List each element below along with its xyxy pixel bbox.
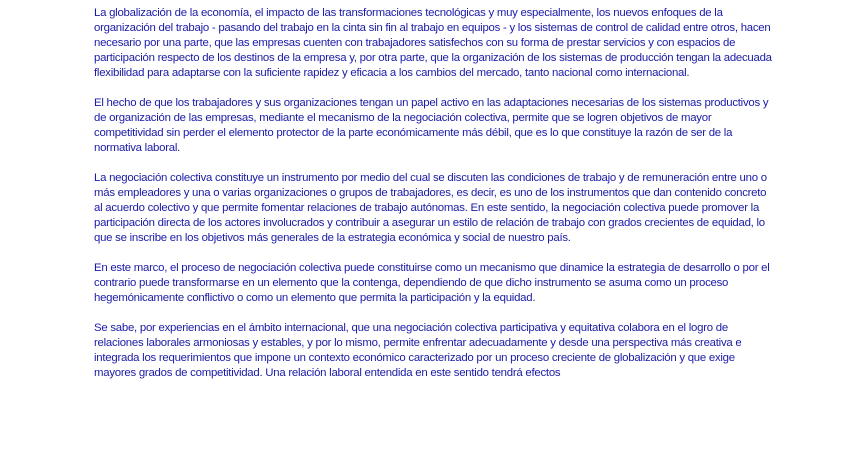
paragraph-negociacion-instrumento: La negociación colectiva constituye un instrumento por medio del cual se discuten las condiciones de trabajo y de remuneración entre uno o más empleadores y una o varias organizaciones o grupos de trabajadores, es decir, es uno de los instrumentos que dan contenido concreto al acuerdo colectivo y que permite fomentar relaciones de trabajo autónomas. En este sentido, la negociación colectiva puede promover la participación directa de los actores involucrados y contribuir a asegurar un estilo de relación de trabajo con grados crecientes de equidad, lo que se inscribe en los objetivos más generales de la estrategia económica y social de nuestro país. xyxy=(94,172,767,244)
paragraph-experiencias-internacional: Se sabe, por experiencias en el ámbito internacional, que una negociación colectiva participativa y equitativa colabora en el logro de relaciones laborales armoniosas y estables, y por lo mismo, permite enfrentar adecuadamente y desde una perspectiva más creativa e integrada los requerimientos que impone un contexto económico caracterizado por un proceso creciente de globalización y que exige mayores grados de competitividad. Una relación laboral entendida en este sentido tendrá efectos xyxy=(94,322,742,379)
document-body xyxy=(94,6,774,396)
paragraph-papel-activo: El hecho de que los trabajadores y sus organizaciones tengan un papel activo en las adaptaciones necesarias de los sistemas productivos y de organización de las empresas, mediante el mecanismo de la negociación colectiva, permite que se logren objetivos de mayor competitividad sin perder el elemento protector de la parte económicamente más débil, que es lo que constituye la razón de ser de la normativa laboral. xyxy=(94,97,769,154)
paragraph-globalizacion: La globalización de la economía, el impacto de las transformaciones tecnológicas y muy especialmente, los nuevos enfoques de la organización del trabajo - pasando del trabajo en la cinta sin fin al trabajo en equipos - y los sistemas de control de calidad entre otros, hacen necesario por una parte, que las empresas cuenten con trabajadores satisfechos con su forma de prestar servicios y con espacios de participación respecto de los destinos de la empresa y, por otra parte, que la organización de los sistemas de producción tengan la adecuada flexibilidad para adaptarse con la suficiente rapidez y eficacia a los cambios del mercado, tanto nacional como internacional. xyxy=(94,7,772,79)
paragraph-marco-proceso: En este marco, el proceso de negociación colectiva puede constituirse como un mecanismo que dinamice la estrategia de desarrollo o por el contrario puede transformarse en un elemento que la contenga, dependiendo de que dicho instrumento se asuma como un proceso hegemónicamente conflictivo o como un elemento que permita la participación y la equidad. xyxy=(94,262,770,304)
